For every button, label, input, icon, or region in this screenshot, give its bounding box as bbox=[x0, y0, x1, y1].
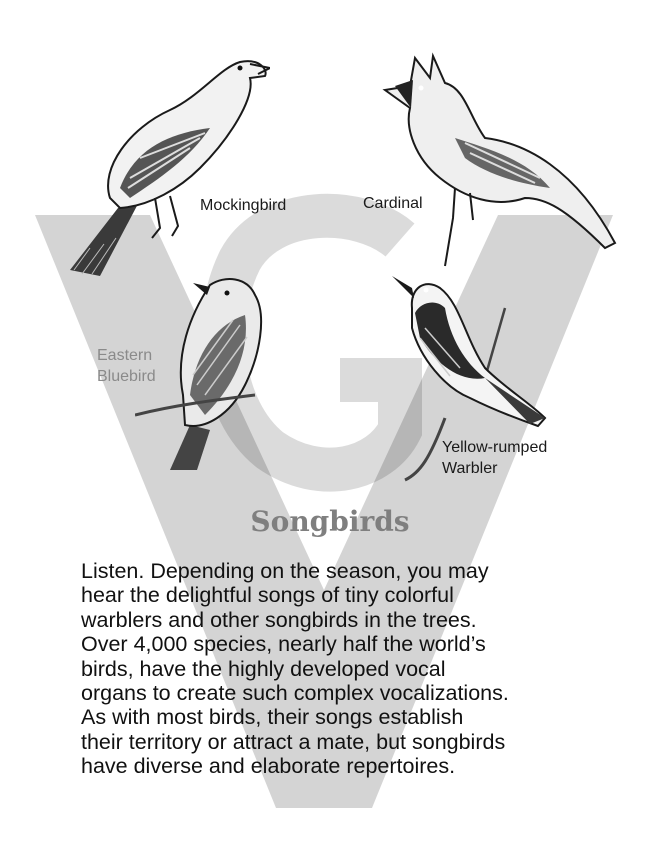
yellow-rumped-warbler-label bbox=[442, 437, 547, 479]
body-line: Over 4,000 species, nearly half the world’s bbox=[81, 632, 486, 657]
eastern-bluebird-label-line-1: Eastern bbox=[97, 347, 153, 364]
cardinal-illustration bbox=[375, 48, 625, 268]
body-line: birds, have the highly developed vocal bbox=[81, 656, 446, 681]
eastern-bluebird-label-line-2: Bluebird bbox=[97, 368, 156, 385]
body-line: As with most birds, their songs establish bbox=[81, 705, 464, 730]
body-line: their territory or attract a mate, but songbirds bbox=[81, 729, 506, 754]
cardinal-label: Cardinal bbox=[363, 195, 423, 212]
body-line: Listen. Depending on the season, you may bbox=[81, 559, 489, 583]
page-title: Songbirds bbox=[250, 505, 410, 538]
body-line: hear the delightful songs of tiny colorful bbox=[81, 583, 454, 608]
eastern-bluebird-label bbox=[97, 345, 156, 387]
mockingbird-label: Mockingbird bbox=[200, 197, 287, 214]
body-line: organs to create such complex vocalizations. bbox=[81, 681, 509, 706]
yellow-rumped-warbler-label-line-1: Yellow-rumped bbox=[442, 439, 548, 456]
body-paragraph bbox=[81, 559, 601, 779]
body-line: have diverse and elaborate repertoires. bbox=[81, 754, 456, 779]
body-line: warblers and other songbirds in the trees. bbox=[81, 607, 477, 632]
yellow-rumped-warbler-label-line-2: Warbler bbox=[442, 460, 498, 477]
mockingbird-illustration bbox=[60, 48, 270, 283]
